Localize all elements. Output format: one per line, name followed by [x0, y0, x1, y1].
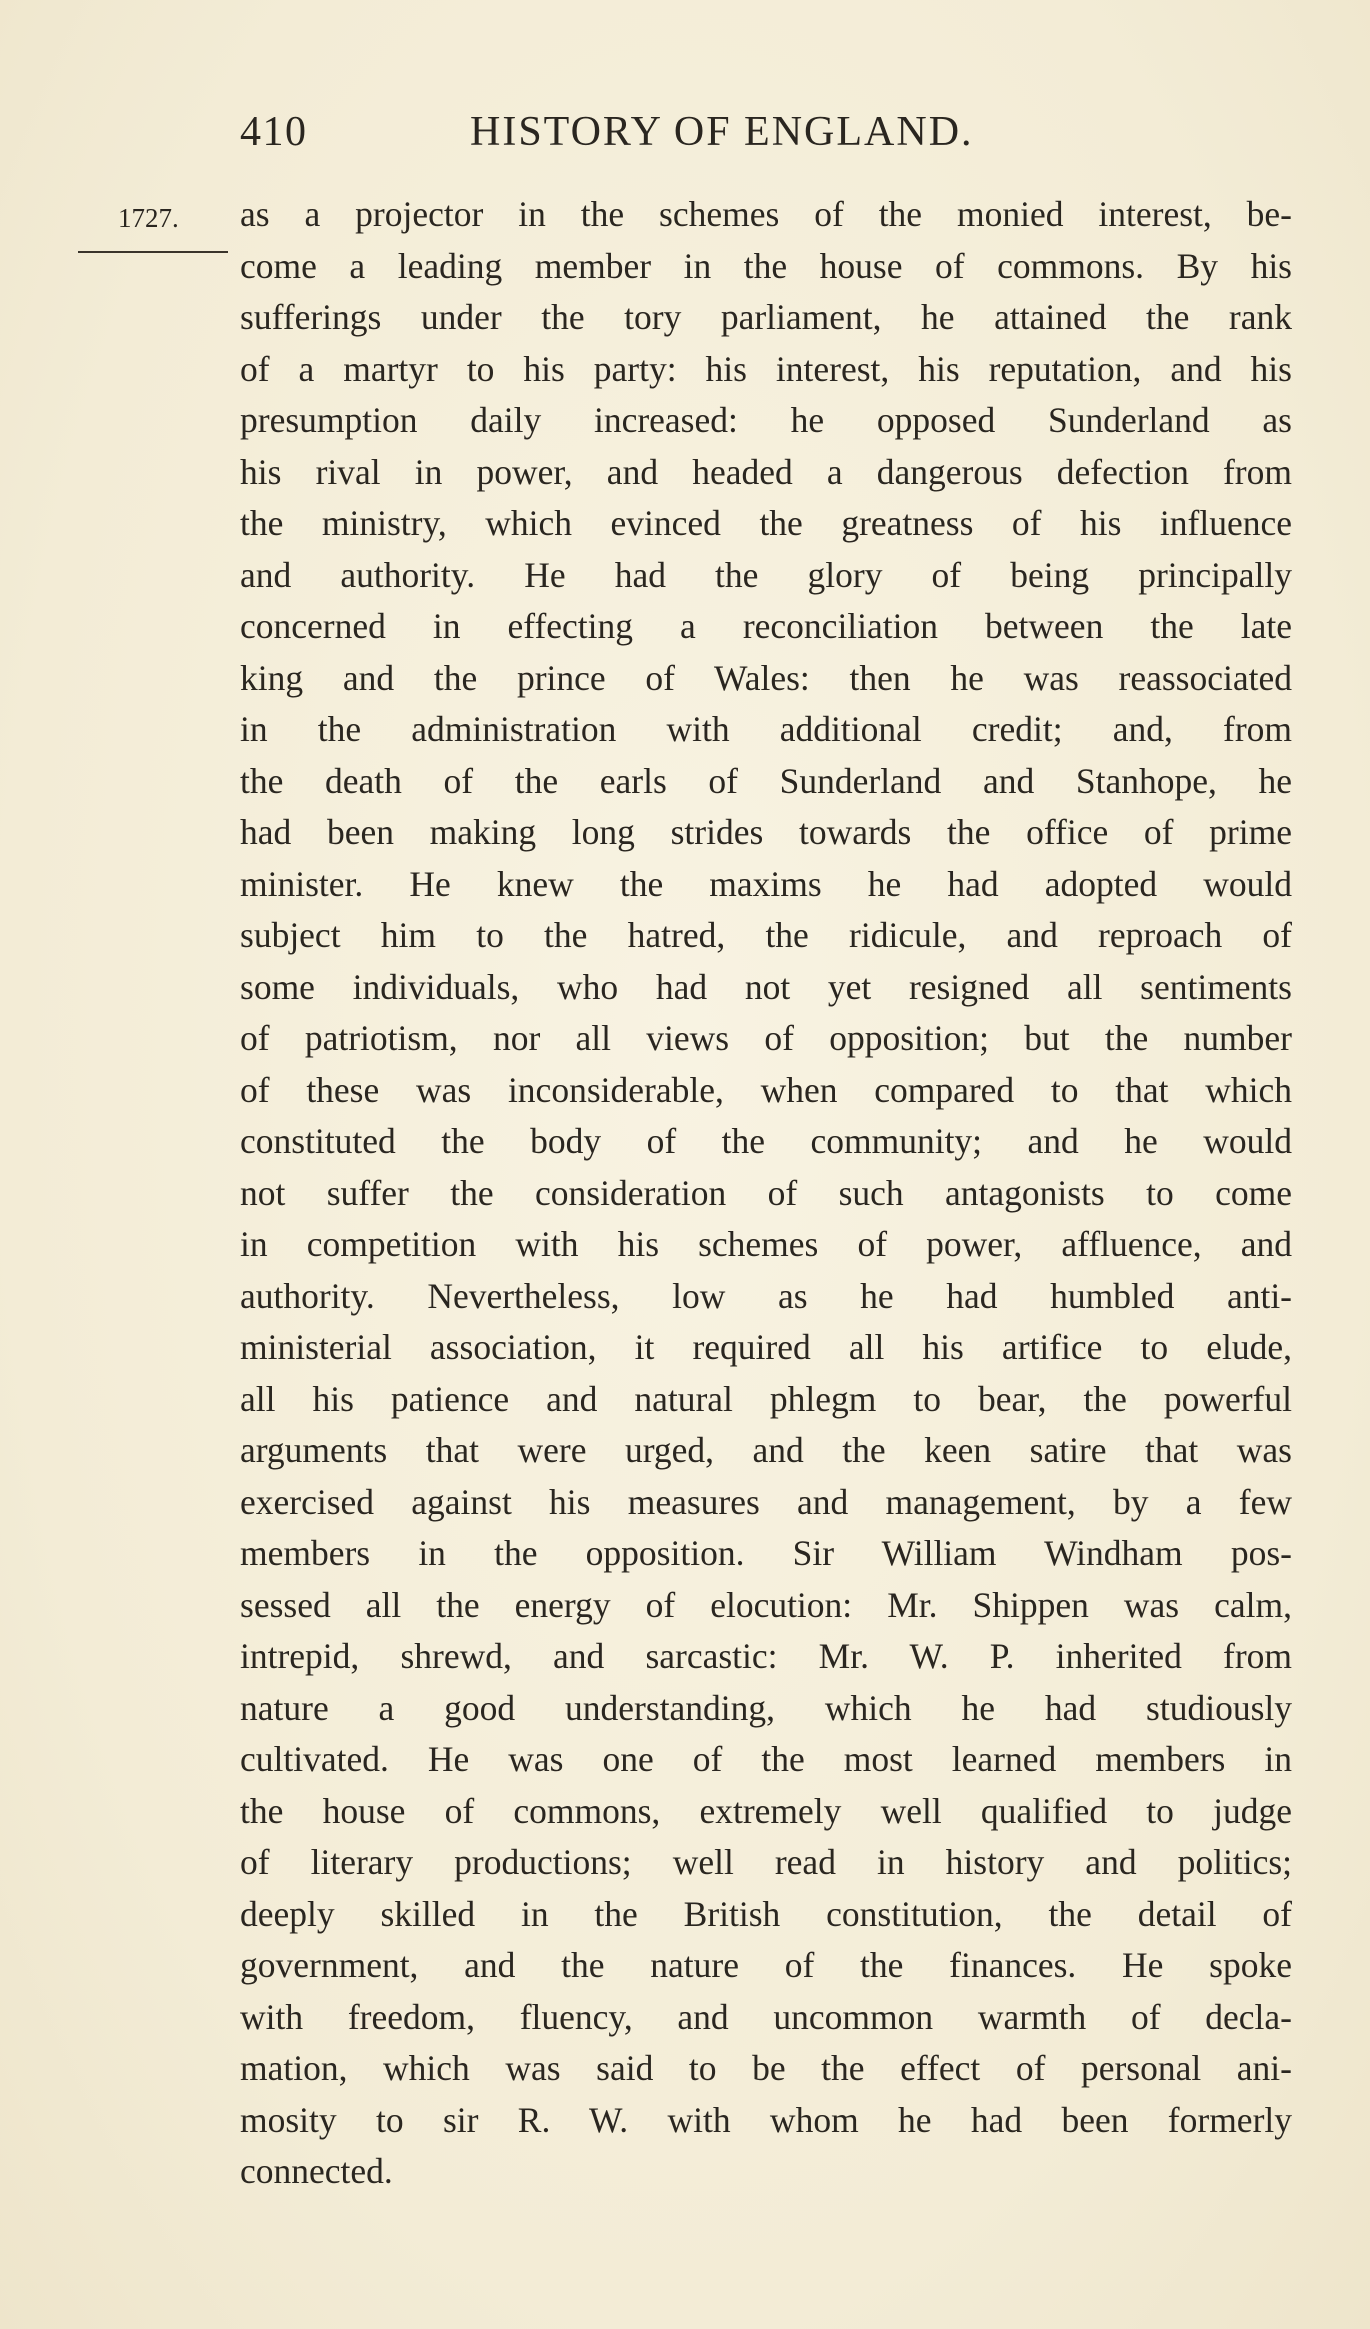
text-line: some individuals, who had not yet resigned all sentiments [240, 966, 1292, 1007]
text-line: and authority. He had the glory of being principally [240, 554, 1292, 595]
text-line: the house of commons, extremely well qualified to judge [240, 1790, 1292, 1831]
text-line: ministerial association, it required all his artifice to elude, [240, 1327, 1292, 1367]
text-line: with freedom, fluency, and uncommon warmth of decla- [240, 1996, 1292, 2037]
text-line: authority. Nevertheless, low as he had humbled anti- [240, 1275, 1292, 1316]
text-line: subject him to the hatred, the ridicule, and reproach of [240, 915, 1292, 955]
text-line: come a leading member in the house of commons. By his [240, 245, 1292, 286]
text-line: his rival in power, and headed a dangerous defection from [240, 451, 1292, 492]
margin-rule [78, 251, 228, 253]
text-line: minister. He knew the maxims he had adopted would [240, 863, 1292, 904]
text-line: in the administration with additional credit; and, from [240, 709, 1292, 749]
text-line: deeply skilled in the British constitution, the detail of [240, 1893, 1292, 1934]
text-line: the death of the earls of Sunderland and Stanhope, he [240, 760, 1292, 801]
text-line: constituted the body of the community; and he would [240, 1121, 1292, 1161]
text-line: mation, which was said to be the effect of personal ani- [240, 2048, 1292, 2088]
text-line: as a projector in the schemes of the monied interest, be- [240, 194, 1292, 234]
text-line: sessed all the energy of elocution: Mr. Shippen was calm, [240, 1584, 1292, 1625]
margin-year-note: 1727. [118, 203, 179, 233]
text-line: the ministry, which evinced the greatness of his influence [240, 503, 1292, 543]
running-title: HISTORY OF ENGLAND. [470, 109, 974, 155]
text-line: not suffer the consideration of such antagonists to come [240, 1172, 1292, 1213]
text-line: king and the prince of Wales: then he was reassociated [240, 657, 1292, 698]
page-number: 410 [240, 109, 308, 155]
text-line: mosity to sir R. W. with whom he had been formerly [240, 2099, 1292, 2140]
text-line: connected. [240, 2151, 393, 2191]
text-line: of a martyr to his party: his interest, his reputation, and his [240, 348, 1292, 389]
text-line: intrepid, shrewd, and sarcastic: Mr. W. P. inherited from [240, 1636, 1292, 1676]
text-line: in competition with his schemes of power, affluence, and [240, 1224, 1292, 1264]
text-line: had been making long strides towards the office of prime [240, 812, 1292, 852]
text-line: all his patience and natural phlegm to bear, the powerful [240, 1378, 1292, 1419]
text-line: government, and the nature of the finances. He spoke [240, 1945, 1292, 1985]
text-line: sufferings under the tory parliament, he attained the rank [240, 297, 1292, 337]
text-line: cultivated. He was one of the most learned members in [240, 1739, 1292, 1779]
text-line: of literary productions; well read in history and politics; [240, 1842, 1292, 1882]
text-line: of these was inconsiderable, when compared to that which [240, 1069, 1292, 1110]
text-line: presumption daily increased: he opposed Sunderland as [240, 400, 1292, 440]
text-line: exercised against his measures and management, by a few [240, 1481, 1292, 1522]
text-line: concerned in effecting a reconciliation between the late [240, 606, 1292, 646]
text-line: members in the opposition. Sir William Windham pos- [240, 1533, 1292, 1573]
text-line: of patriotism, nor all views of opposition; but the number [240, 1018, 1292, 1058]
body-text [240, 189, 1292, 2198]
text-line: arguments that were urged, and the keen satire that was [240, 1430, 1292, 1470]
page-header [240, 108, 1070, 168]
text-line: nature a good understanding, which he had studiously [240, 1687, 1292, 1728]
